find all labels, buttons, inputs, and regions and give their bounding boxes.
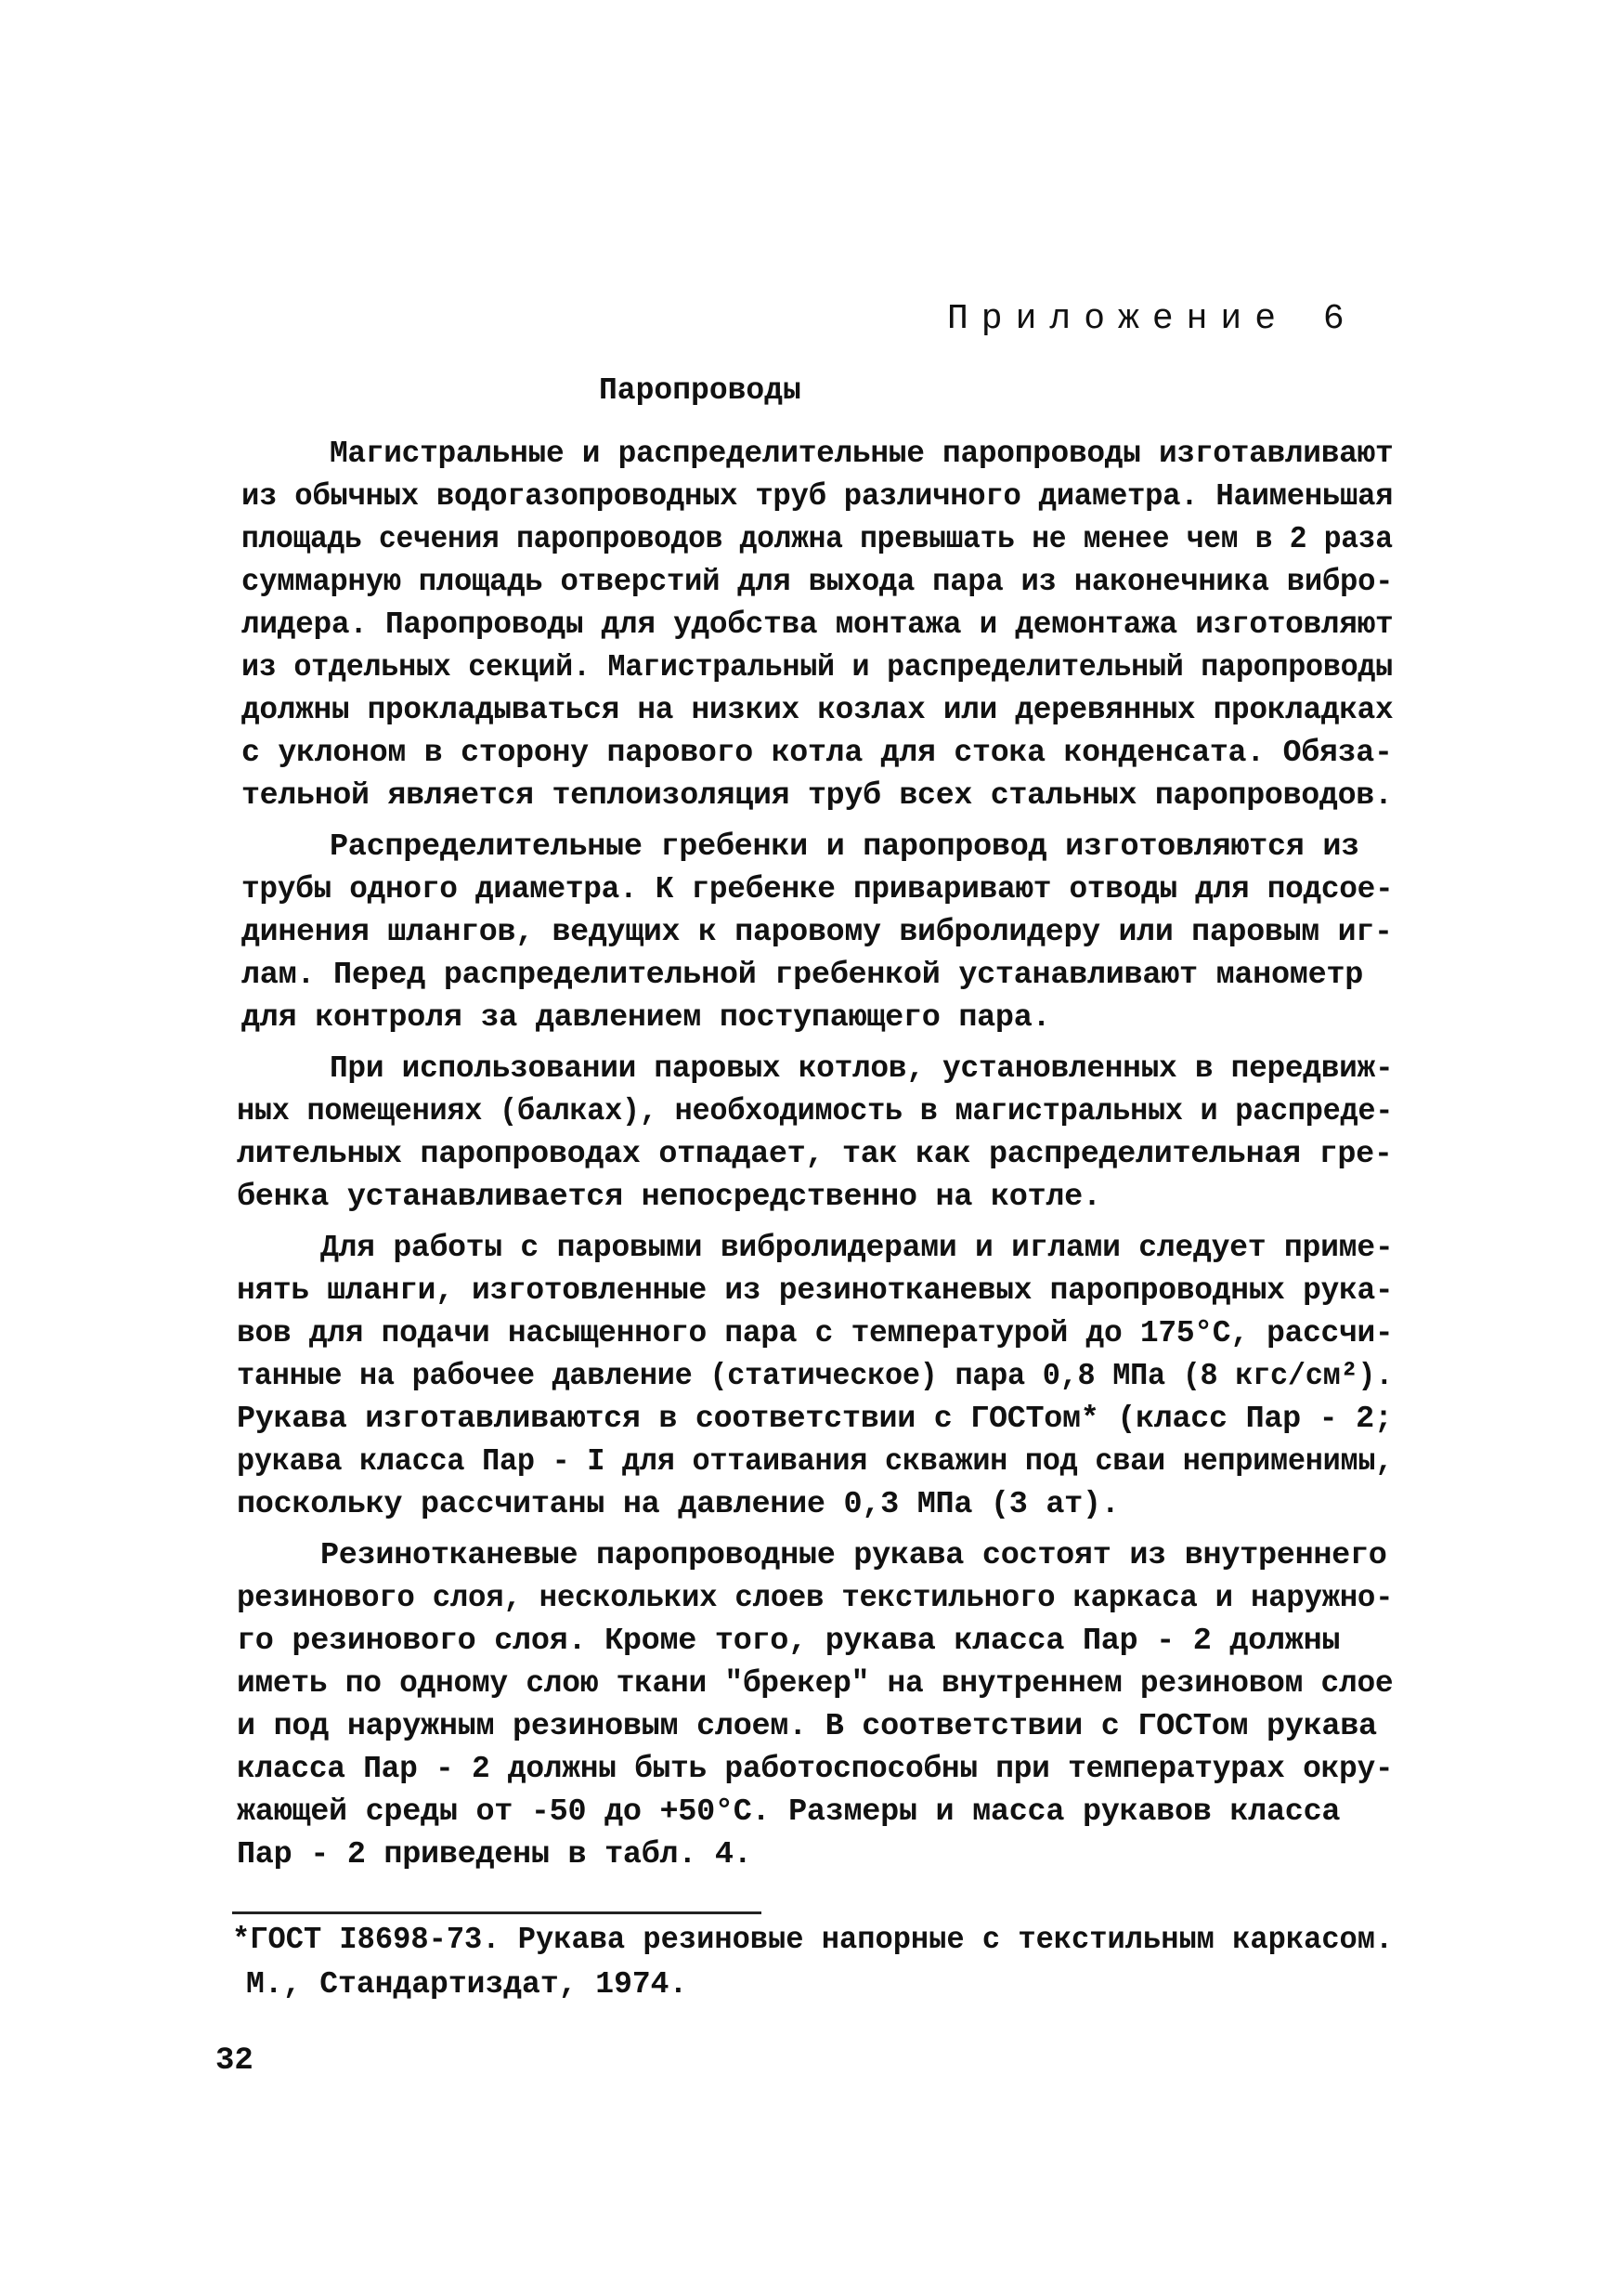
text-line: танные на рабочее давление (статическое) пара 0,8 МПа (8 кгс/см²). — [237, 1359, 1394, 1394]
text-line: резинового слоя, нескольких слоев текстильного каркаса и наружно- — [237, 1581, 1394, 1616]
text-line: При использовании паровых котлов, установленных в передвиж- — [330, 1051, 1394, 1087]
text-line: суммарную площадь отверстий для выхода пара из наконечника вибро- — [241, 565, 1394, 600]
appendix-label: Приложение 6 — [947, 299, 1358, 339]
section-heading: Паропроводы — [599, 373, 801, 408]
text-line: и под наружным резиновым слоем. В соответствии с ГОСТом рукава — [237, 1709, 1377, 1744]
text-line: лительных паропроводах отпадает, так как распределительная гре- — [237, 1137, 1393, 1172]
text-line: го резинового слоя. Кроме того, рукава класса Пар - 2 должны — [237, 1624, 1341, 1659]
text-line: с уклоном в сторону парового котла для стока конденсата. Обяза- — [241, 736, 1393, 771]
text-line: Для работы с паровыми вибролидерами и иглами следует приме- — [320, 1231, 1394, 1266]
text-line: тельной является теплоизоляция труб всех стальных паропроводов. — [241, 778, 1393, 814]
text-line: Рукава изготавливаются в соответствии с ГОСТом* (класс Пар - 2; — [237, 1402, 1393, 1437]
text-line: класса Пар - 2 должны быть работоспособны при температурах окру- — [237, 1752, 1394, 1787]
text-line: лидера. Паропроводы для удобства монтажа и демонтажа изготовляют — [241, 607, 1394, 643]
text-line: Распределительные гребенки и паропровод изготовляются из — [330, 829, 1359, 865]
page-number: 32 — [215, 2043, 253, 2079]
footnote-line: *ГОСТ I8698-73. Рукава резиновые напорные с текстильным каркасом. — [232, 1923, 1394, 1957]
text-line: поскольку рассчитаны на давление 0,3 МПа (3 ат). — [237, 1487, 1120, 1522]
text-line: иметь по одному слою ткани "брекер" на внутреннем резиновом слое — [237, 1666, 1394, 1702]
footnote-line: М., Стандартиздат, 1974. — [246, 1967, 688, 2002]
text-line: жающей среды от -50 до +50°С. Размеры и масса рукавов класса — [237, 1794, 1341, 1830]
text-line: должны прокладываться на низких козлах или деревянных прокладках — [241, 693, 1394, 728]
text-line: Резинотканевые паропроводные рукава состоят из внутреннего — [320, 1538, 1387, 1573]
text-line: трубы одного диаметра. К гребенке приваривают отводы для подсое- — [241, 872, 1394, 907]
text-line: вов для подачи насыщенного пара с температурой до 175°С, рассчи- — [237, 1316, 1394, 1351]
text-line: Магистральные и распределительные паропроводы изготавливают — [330, 437, 1394, 472]
text-line: нять шланги, изготовленные из резинотканевых паропроводных рука- — [237, 1273, 1394, 1309]
text-line: ных помещениях (балках), необходимость в магистральных и распреде- — [237, 1094, 1394, 1129]
text-line: площадь сечения паропроводов должна превышать не менее чем в 2 раза — [241, 522, 1393, 557]
footnote-divider — [232, 1911, 761, 1914]
text-line: бенка устанавливается непосредственно на котле. — [237, 1180, 1101, 1215]
text-line: для контроля за давлением поступающего пара. — [241, 1000, 1051, 1036]
text-line: Пар - 2 приведены в табл. 4. — [237, 1837, 752, 1872]
text-line: рукава класса Пар - I для оттаивания скважин под сваи неприменимы, — [237, 1444, 1394, 1480]
text-line: из обычных водогазопроводных труб различного диаметра. Наименьшая — [241, 479, 1394, 515]
text-line: из отдельных секций. Магистральный и распределительный паропроводы — [241, 650, 1393, 685]
text-line: динения шлангов, ведущих к паровому вибролидеру или паровым иг- — [241, 915, 1393, 950]
text-line: лам. Перед распределительной гребенкой устанавливают манометр — [241, 958, 1364, 993]
